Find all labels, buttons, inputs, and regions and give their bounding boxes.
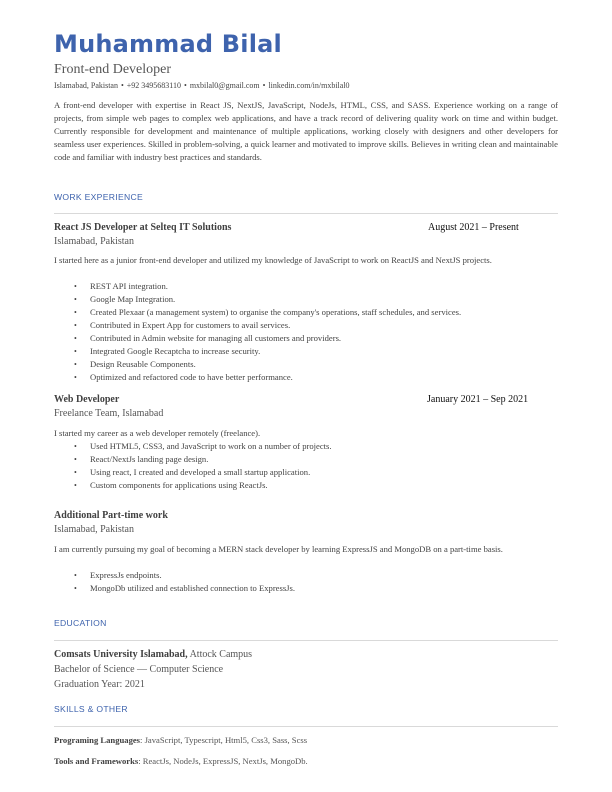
list-item: • Contributed in Expert App for customers to avail services. bbox=[74, 320, 291, 330]
section-heading-work: WORK EXPERIENCE bbox=[54, 192, 144, 202]
job-location: Islamabad, Pakistan bbox=[54, 524, 134, 535]
job-bullet-list bbox=[74, 569, 295, 595]
job-description: I started here as a junior front-end developer and utilized my knowledge of JavaScript to work on ReactJS and NextJS projects. bbox=[54, 255, 492, 265]
skills-languages bbox=[54, 735, 307, 745]
job-bullet-list bbox=[74, 440, 332, 492]
bullet-icon: • bbox=[74, 295, 77, 304]
bullet-icon: • bbox=[74, 347, 77, 356]
list-item: • React/NextJs landing page design. bbox=[74, 454, 209, 464]
job-location: Freelance Team, Islamabad bbox=[54, 408, 164, 419]
job-title: Additional Part-time work bbox=[54, 510, 168, 521]
professional-summary: A front-end developer with expertise in React JS, NextJS, JavaScript, NodeJs, HTML, CSS, and SASS. Experience working on a range of projects, from simple web pages to complex web applications, and have a track record of delivering quality work on time and within budget. Currently responsible for development and maintenance of multiple applications, working closely with designers and other developers for seamless user experiences. Skilled in problem-solving, a quick learner and motivated to improve skills. Believes in writing clean and maintainable code and familiar with industry best practices and standards. bbox=[54, 100, 558, 162]
list-item: • Google Map Integration. bbox=[74, 294, 176, 304]
bullet-icon: • bbox=[74, 468, 77, 477]
bullet-icon: • bbox=[74, 584, 77, 593]
list-item: • Custom components for applications using ReactJs. bbox=[74, 480, 268, 490]
job-date: January 2021 – Sep 2021 bbox=[427, 394, 529, 405]
list-item: • Optimized and refactored code to have better performance. bbox=[74, 372, 293, 382]
list-item: • Contributed in Admin website for managing all customers and providers. bbox=[74, 333, 342, 343]
bullet-icon: • bbox=[74, 571, 77, 580]
job-headline: Front-end Developer bbox=[54, 62, 172, 77]
contact-location: Islamabad, Pakistan bbox=[54, 81, 118, 90]
job-date: August 2021 – Present bbox=[428, 222, 519, 233]
job-description: I am currently pursuing my goal of becoming a MERN stack developer by learning ExpressJS and MongoDB on a part-time basis. bbox=[54, 544, 503, 554]
candidate-name: Muhammad Bilal bbox=[54, 30, 282, 58]
contact-phone: +92 3495683110 bbox=[126, 81, 182, 90]
job-title: React JS Developer at Selteq IT Solutions bbox=[54, 222, 232, 233]
skill-value: : ReactJs, NodeJs, ExpressJS, NextJs, MongoDb. bbox=[138, 756, 308, 766]
section-divider bbox=[54, 640, 558, 641]
job-description: I started my career as a web developer remotely (freelance). bbox=[54, 428, 261, 438]
job-bullet-list bbox=[74, 280, 461, 384]
education-graduation: Graduation Year: 2021 bbox=[54, 679, 145, 690]
section-heading-skills: SKILLS & OTHER bbox=[54, 704, 128, 714]
education-school bbox=[54, 648, 252, 661]
contact-linkedin[interactable]: linkedin.com/in/mxbilal0 bbox=[268, 81, 350, 90]
skill-label: Tools and Frameworks bbox=[54, 756, 139, 766]
skills-frameworks bbox=[54, 756, 308, 766]
education-degree: Bachelor of Science — Computer Science bbox=[54, 664, 224, 675]
separator-dot: • bbox=[184, 81, 187, 90]
bullet-icon: • bbox=[74, 334, 77, 343]
school-campus: Attock Campus bbox=[187, 649, 253, 660]
list-item: • Design Reusable Components. bbox=[74, 359, 196, 369]
job-location: Islamabad, Pakistan bbox=[54, 236, 134, 247]
contact-email[interactable]: mxbilal0@gmail.com bbox=[189, 81, 260, 90]
list-item: • REST API integration. bbox=[74, 281, 168, 291]
list-item: • Used HTML5, CSS3, and JavaScript to work on a number of projects. bbox=[74, 441, 332, 451]
list-item: • Integrated Google Recaptcha to increase security. bbox=[74, 346, 261, 356]
bullet-icon: • bbox=[74, 442, 77, 451]
list-item: • MongoDb utilized and established connection to ExpressJs. bbox=[74, 583, 296, 593]
skill-label: Programing Languages bbox=[54, 735, 141, 745]
contact-line bbox=[54, 81, 350, 91]
job-title: Web Developer bbox=[54, 394, 120, 405]
bullet-icon: • bbox=[74, 308, 77, 317]
bullet-icon: • bbox=[74, 321, 77, 330]
section-divider bbox=[54, 726, 558, 727]
school-name: Comsats University Islamabad, bbox=[54, 649, 188, 660]
section-divider bbox=[54, 213, 558, 214]
list-item: • ExpressJs endpoints. bbox=[74, 570, 162, 580]
skill-value: : JavaScript, Typescript, Html5, Css3, Sass, Scss bbox=[140, 735, 308, 745]
section-heading-education: EDUCATION bbox=[54, 618, 107, 628]
separator-dot: • bbox=[262, 81, 266, 90]
separator-dot: • bbox=[120, 81, 124, 90]
bullet-icon: • bbox=[74, 373, 77, 382]
bullet-icon: • bbox=[74, 282, 77, 291]
bullet-icon: • bbox=[74, 481, 77, 490]
bullet-icon: • bbox=[74, 360, 77, 369]
bullet-icon: • bbox=[74, 455, 77, 464]
list-item: • Using react, I created and developed a small startup application. bbox=[74, 467, 311, 477]
list-item: • Created Plexaar (a management system) to organise the company's operations, staff schedules, and services. bbox=[74, 307, 462, 317]
